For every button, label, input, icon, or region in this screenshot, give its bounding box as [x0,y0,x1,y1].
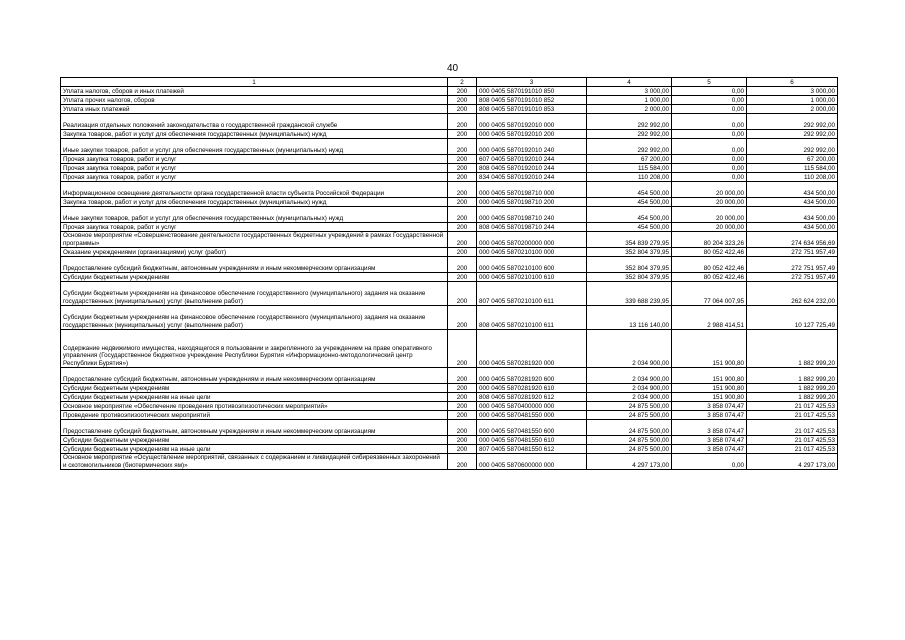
row-remaining-amount-cell: 434 500,00 [747,182,838,198]
row-executed-amount-cell: 151 900,80 [672,393,747,402]
row-name-cell: Основное мероприятие «Совершенствование деятельности государственных бюджетных учреждений в рамках Государственной программы» [61,232,448,248]
row-budget-code-cell: 000 0405 5870198710 240 [477,207,587,223]
row-budget-code-cell: 000 0405 5870210100 610 [477,273,587,282]
row-line-code-cell: 200 [448,248,477,257]
row-remaining-amount-cell: 21 017 425,53 [747,436,838,445]
table-row [61,198,838,207]
page-number: 40 [446,63,459,74]
table-header-row [61,78,838,87]
row-approved-amount-cell: 352 804 379,95 [587,248,672,257]
row-name-cell: Уплата налогов, сборов и иных платежей [61,87,448,96]
row-budget-code-cell: 000 0405 5870281920 000 [477,330,587,368]
row-budget-code-cell: 000 0405 5870481550 600 [477,420,587,436]
row-line-code-cell: 200 [448,223,477,232]
row-budget-code-cell: 808 0405 5870281920 612 [477,393,587,402]
row-line-code-cell: 200 [448,232,477,248]
row-remaining-amount-cell: 21 017 425,53 [747,420,838,436]
table-row [61,139,838,155]
row-approved-amount-cell: 292 992,00 [587,139,672,155]
row-executed-amount-cell: 0,00 [672,105,747,114]
table-row [61,257,838,273]
row-name-cell: Иные закупки товаров, работ и услуг для обеспечения государственных (муниципальных) нужд [61,207,448,223]
row-name-cell: Субсидии бюджетным учреждениям на иные цели [61,393,448,402]
row-line-code-cell: 200 [448,330,477,368]
row-line-code-cell: 200 [448,402,477,411]
table-row [61,273,838,282]
row-approved-amount-cell: 4 297 173,00 [587,454,672,470]
table-row [61,384,838,393]
row-name-cell: Прочая закупка товаров, работ и услуг [61,164,448,173]
row-approved-amount-cell: 454 500,00 [587,223,672,232]
row-remaining-amount-cell: 272 751 957,49 [747,248,838,257]
row-executed-amount-cell: 20 000,00 [672,198,747,207]
row-name-cell: Закупка товаров, работ и услуг для обеспечения государственных (муниципальных) нужд [61,130,448,139]
row-executed-amount-cell: 0,00 [672,155,747,164]
row-remaining-amount-cell: 1 882 999,20 [747,330,838,368]
column-header-2: 2 [448,78,477,87]
row-approved-amount-cell: 2 034 900,00 [587,393,672,402]
column-header-1: 1 [61,78,448,87]
row-name-cell: Уплата иных платежей [61,105,448,114]
table-row [61,182,838,198]
row-line-code-cell: 200 [448,257,477,273]
row-name-cell: Субсидии бюджетным учреждениям на финансовое обеспечение государственного (муниципального) задания на оказание государственных (муниципальных) услуг (выполнение работ) [61,282,448,306]
row-budget-code-cell: 607 0405 5870192010 244 [477,155,587,164]
row-executed-amount-cell: 0,00 [672,96,747,105]
row-approved-amount-cell: 292 992,00 [587,130,672,139]
row-remaining-amount-cell: 434 500,00 [747,207,838,223]
row-executed-amount-cell: 80 052 422,46 [672,257,747,273]
row-line-code-cell: 200 [448,368,477,384]
row-approved-amount-cell: 2 034 900,00 [587,384,672,393]
row-budget-code-cell: 807 0405 5870210100 611 [477,282,587,306]
row-executed-amount-cell: 20 000,00 [672,223,747,232]
row-remaining-amount-cell: 115 584,00 [747,164,838,173]
row-remaining-amount-cell: 262 624 232,00 [747,282,838,306]
row-budget-code-cell: 000 0405 5870200000 000 [477,232,587,248]
row-line-code-cell: 200 [448,96,477,105]
row-remaining-amount-cell: 21 017 425,53 [747,402,838,411]
row-executed-amount-cell: 3 858 074,47 [672,445,747,454]
table-row [61,232,838,248]
row-remaining-amount-cell: 272 751 957,49 [747,273,838,282]
row-budget-code-cell: 000 0405 5870481550 000 [477,411,587,420]
row-executed-amount-cell: 3 858 074,47 [672,402,747,411]
row-budget-code-cell: 000 0405 5870281920 600 [477,368,587,384]
row-budget-code-cell: 000 0405 5870198710 000 [477,182,587,198]
row-approved-amount-cell: 2 000,00 [587,105,672,114]
row-executed-amount-cell: 151 900,80 [672,368,747,384]
row-line-code-cell: 200 [448,384,477,393]
row-executed-amount-cell: 151 900,80 [672,384,747,393]
row-line-code-cell: 200 [448,207,477,223]
row-executed-amount-cell: 3 858 074,47 [672,411,747,420]
row-name-cell: Содержание недвижимого имущества, находящегося в пользовании и закрепленного за учреждением на праве оперативного управления (Государственное бюджетное учреждение Республики Бурятия «Информационно-методологический центр Республики Бурятия») [61,330,448,368]
row-executed-amount-cell: 3 858 074,47 [672,436,747,445]
row-line-code-cell: 200 [448,105,477,114]
row-budget-code-cell: 807 0405 5870481550 612 [477,445,587,454]
row-budget-code-cell: 834 0405 5870192010 244 [477,173,587,182]
row-name-cell: Реализация отдельных положений законодательства о государственной гражданской службе [61,114,448,130]
row-line-code-cell: 200 [448,155,477,164]
row-budget-code-cell: 000 0405 5870192010 000 [477,114,587,130]
row-executed-amount-cell: 0,00 [672,87,747,96]
row-line-code-cell: 200 [448,130,477,139]
row-line-code-cell: 200 [448,411,477,420]
row-executed-amount-cell: 0,00 [672,164,747,173]
row-remaining-amount-cell: 67 200,00 [747,155,838,164]
row-budget-code-cell: 808 0405 5870210100 611 [477,306,587,330]
row-executed-amount-cell: 2 988 414,51 [672,306,747,330]
table-row [61,411,838,420]
row-line-code-cell: 200 [448,420,477,436]
row-approved-amount-cell: 354 839 279,95 [587,232,672,248]
row-approved-amount-cell: 13 116 140,00 [587,306,672,330]
row-name-cell: Проведение противоэпизоотических мероприятий [61,411,448,420]
table-row [61,282,838,306]
row-approved-amount-cell: 292 992,00 [587,114,672,130]
row-remaining-amount-cell: 21 017 425,53 [747,411,838,420]
row-name-cell: Прочая закупка товаров, работ и услуг [61,173,448,182]
row-budget-code-cell: 000 0405 5870198710 200 [477,198,587,207]
column-header-4: 4 [587,78,672,87]
row-name-cell: Предоставление субсидий бюджетным, автономным учреждениям и иным некоммерческим организациям [61,420,448,436]
column-header-3: 3 [477,78,587,87]
row-remaining-amount-cell: 292 992,00 [747,139,838,155]
row-budget-code-cell: 000 0405 5870210100 600 [477,257,587,273]
row-executed-amount-cell: 3 858 074,47 [672,420,747,436]
table-row [61,393,838,402]
table-row [61,445,838,454]
column-header-6: 6 [747,78,838,87]
row-remaining-amount-cell: 292 992,00 [747,114,838,130]
row-remaining-amount-cell: 434 500,00 [747,223,838,232]
row-name-cell: Основное мероприятие «Осуществление мероприятий, связанных с содержанием и ликвидацией сибиреязвенных захоронений и скотомогильников (биотермических ям)» [61,454,448,470]
row-line-code-cell: 200 [448,393,477,402]
row-remaining-amount-cell: 3 000,00 [747,87,838,96]
table-row [61,87,838,96]
row-line-code-cell: 200 [448,198,477,207]
table-row [61,173,838,182]
row-executed-amount-cell: 0,00 [672,114,747,130]
column-header-5: 5 [672,78,747,87]
row-remaining-amount-cell: 1 882 999,20 [747,368,838,384]
row-line-code-cell: 200 [448,282,477,306]
row-budget-code-cell: 000 0405 5870400000 000 [477,402,587,411]
row-approved-amount-cell: 339 688 239,95 [587,282,672,306]
row-budget-code-cell: 000 0405 5870600000 000 [477,454,587,470]
row-name-cell: Информационное освещение деятельности органа государственной власти субъекта Российской Федерации [61,182,448,198]
row-executed-amount-cell: 80 052 422,46 [672,248,747,257]
row-name-cell: Субсидии бюджетным учреждениям [61,384,448,393]
row-approved-amount-cell: 24 875 500,00 [587,445,672,454]
row-remaining-amount-cell: 1 000,00 [747,96,838,105]
row-budget-code-cell: 808 0405 5870192010 244 [477,164,587,173]
row-budget-code-cell: 808 0405 5870198710 244 [477,223,587,232]
row-budget-code-cell: 000 0405 5870192010 240 [477,139,587,155]
row-budget-code-cell: 000 0405 5870281920 610 [477,384,587,393]
table-row [61,402,838,411]
table-row [61,420,838,436]
row-executed-amount-cell: 20 000,00 [672,207,747,223]
row-name-cell: Оказание учреждениями (организациями) услуг (работ) [61,248,448,257]
table-row [61,454,838,470]
row-line-code-cell: 200 [448,182,477,198]
table-row [61,155,838,164]
table-row [61,223,838,232]
table-row [61,164,838,173]
row-approved-amount-cell: 24 875 500,00 [587,436,672,445]
row-approved-amount-cell: 24 875 500,00 [587,402,672,411]
row-approved-amount-cell: 454 500,00 [587,182,672,198]
row-executed-amount-cell: 0,00 [672,173,747,182]
table-body [61,87,838,470]
row-remaining-amount-cell: 10 127 725,49 [747,306,838,330]
row-remaining-amount-cell: 1 882 999,20 [747,384,838,393]
row-line-code-cell: 200 [448,306,477,330]
row-remaining-amount-cell: 110 208,00 [747,173,838,182]
table-row [61,96,838,105]
row-name-cell: Субсидии бюджетным учреждениям [61,273,448,282]
row-line-code-cell: 200 [448,436,477,445]
table-row [61,368,838,384]
row-budget-code-cell: 000 0405 5870210100 000 [477,248,587,257]
row-name-cell: Прочая закупка товаров, работ и услуг [61,223,448,232]
table-row [61,105,838,114]
row-approved-amount-cell: 115 584,00 [587,164,672,173]
row-approved-amount-cell: 24 875 500,00 [587,420,672,436]
row-executed-amount-cell: 0,00 [672,130,747,139]
row-name-cell: Предоставление субсидий бюджетным, автономным учреждениям и иным некоммерческим организациям [61,257,448,273]
row-executed-amount-cell: 80 052 422,46 [672,273,747,282]
table-row [61,436,838,445]
row-line-code-cell: 200 [448,87,477,96]
row-remaining-amount-cell: 4 297 173,00 [747,454,838,470]
row-name-cell: Прочая закупка товаров, работ и услуг [61,155,448,164]
row-remaining-amount-cell: 1 882 999,20 [747,393,838,402]
row-approved-amount-cell: 24 875 500,00 [587,411,672,420]
row-approved-amount-cell: 110 208,00 [587,173,672,182]
row-remaining-amount-cell: 2 000,00 [747,105,838,114]
row-line-code-cell: 200 [448,173,477,182]
row-name-cell: Основное мероприятие «Обеспечение проведения противоэпизоотических мероприятий» [61,402,448,411]
row-name-cell: Предоставление субсидий бюджетным, автономным учреждениям и иным некоммерческим организациям [61,368,448,384]
row-remaining-amount-cell: 274 634 956,69 [747,232,838,248]
row-name-cell: Субсидии бюджетным учреждениям [61,436,448,445]
row-name-cell: Иные закупки товаров, работ и услуг для обеспечения государственных (муниципальных) нужд [61,139,448,155]
row-name-cell: Субсидии бюджетным учреждениям на финансовое обеспечение государственного (муниципального) задания на оказание государственных (муниципальных) услуг (выполнение работ) [61,306,448,330]
row-line-code-cell: 200 [448,273,477,282]
row-budget-code-cell: 000 0405 5870481550 610 [477,436,587,445]
row-line-code-cell: 200 [448,454,477,470]
row-name-cell: Субсидии бюджетным учреждениям на иные цели [61,445,448,454]
table-row [61,306,838,330]
row-approved-amount-cell: 67 200,00 [587,155,672,164]
row-approved-amount-cell: 3 000,00 [587,87,672,96]
row-budget-code-cell: 808 0405 5870191010 852 [477,96,587,105]
row-line-code-cell: 200 [448,445,477,454]
row-line-code-cell: 200 [448,164,477,173]
row-approved-amount-cell: 2 034 900,00 [587,330,672,368]
row-budget-code-cell: 000 0405 5870191010 850 [477,87,587,96]
budget-table [60,77,838,470]
row-approved-amount-cell: 2 034 900,00 [587,368,672,384]
row-approved-amount-cell: 352 804 379,95 [587,257,672,273]
table-row [61,248,838,257]
table-row [61,130,838,139]
table-row [61,207,838,223]
table-row [61,114,838,130]
row-executed-amount-cell: 20 000,00 [672,182,747,198]
row-executed-amount-cell: 0,00 [672,139,747,155]
row-remaining-amount-cell: 21 017 425,53 [747,445,838,454]
row-budget-code-cell: 808 0405 5870191010 853 [477,105,587,114]
table-row [61,330,838,368]
row-remaining-amount-cell: 272 751 957,49 [747,257,838,273]
row-remaining-amount-cell: 434 500,00 [747,198,838,207]
row-executed-amount-cell: 77 064 007,95 [672,282,747,306]
row-line-code-cell: 200 [448,139,477,155]
row-name-cell: Закупка товаров, работ и услуг для обеспечения государственных (муниципальных) нужд [61,198,448,207]
row-executed-amount-cell: 80 204 323,26 [672,232,747,248]
row-executed-amount-cell: 0,00 [672,454,747,470]
row-name-cell: Уплата прочих налогов, сборов [61,96,448,105]
row-approved-amount-cell: 352 804 379,95 [587,273,672,282]
row-line-code-cell: 200 [448,114,477,130]
row-approved-amount-cell: 454 500,00 [587,198,672,207]
row-remaining-amount-cell: 292 992,00 [747,130,838,139]
row-approved-amount-cell: 454 500,00 [587,207,672,223]
row-approved-amount-cell: 1 000,00 [587,96,672,105]
row-budget-code-cell: 000 0405 5870192010 200 [477,130,587,139]
row-executed-amount-cell: 151 900,80 [672,330,747,368]
